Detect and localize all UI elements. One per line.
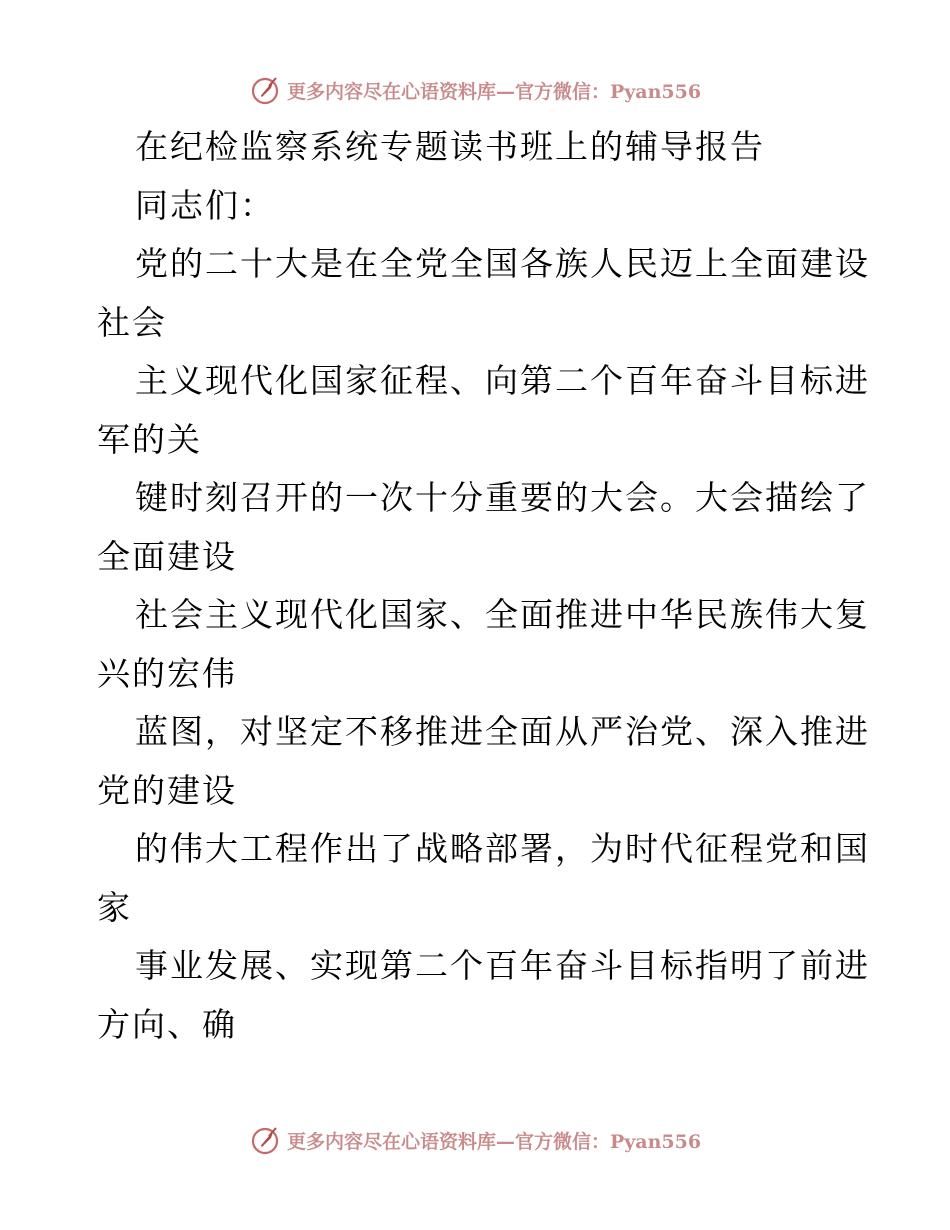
watermark-text: 更多内容尽在心语资料库—官方微信：Pyan556 [286, 1130, 702, 1153]
text-line: 兴的宏伟 [97, 653, 237, 693]
text-line: 在纪检监察系统专题读书班上的辅导报告 [135, 127, 765, 166]
text-line: 的伟大工程作出了战略部署，为时代征程党和国 [135, 829, 870, 868]
text-line: 社会 [97, 302, 167, 342]
quill-pen-logo-icon [249, 1124, 281, 1156]
footer-watermark [0, 1120, 950, 1160]
text-line: 家 [97, 887, 132, 927]
document-body [97, 118, 870, 1054]
text-line: 事业发展、实现第二个百年奋斗目标指明了前进 [135, 946, 870, 985]
text-line: 方向、确 [97, 1004, 237, 1044]
text-line: 同志们： [135, 185, 275, 225]
watermark-text: 更多内容尽在心语资料库—官方微信：Pyan556 [286, 80, 702, 103]
text-line: 党的建设 [97, 770, 237, 810]
quill-pen-logo-icon [249, 74, 281, 106]
text-line: 全面建设 [97, 536, 237, 576]
text-line: 蓝图，对坚定不移推进全面从严治党、深入推进 [135, 712, 870, 751]
text-line: 键时刻召开的一次十分重要的大会。大会描绘了 [135, 478, 870, 517]
header-watermark [0, 70, 950, 110]
text-line: 军的关 [97, 419, 202, 459]
text-line: 社会主义现代化国家、全面推进中华民族伟大复 [135, 595, 870, 634]
text-line: 主义现代化国家征程、向第二个百年奋斗目标进 [135, 361, 870, 400]
text-line: 党的二十大是在全党全国各族人民迈上全面建设 [135, 244, 870, 283]
